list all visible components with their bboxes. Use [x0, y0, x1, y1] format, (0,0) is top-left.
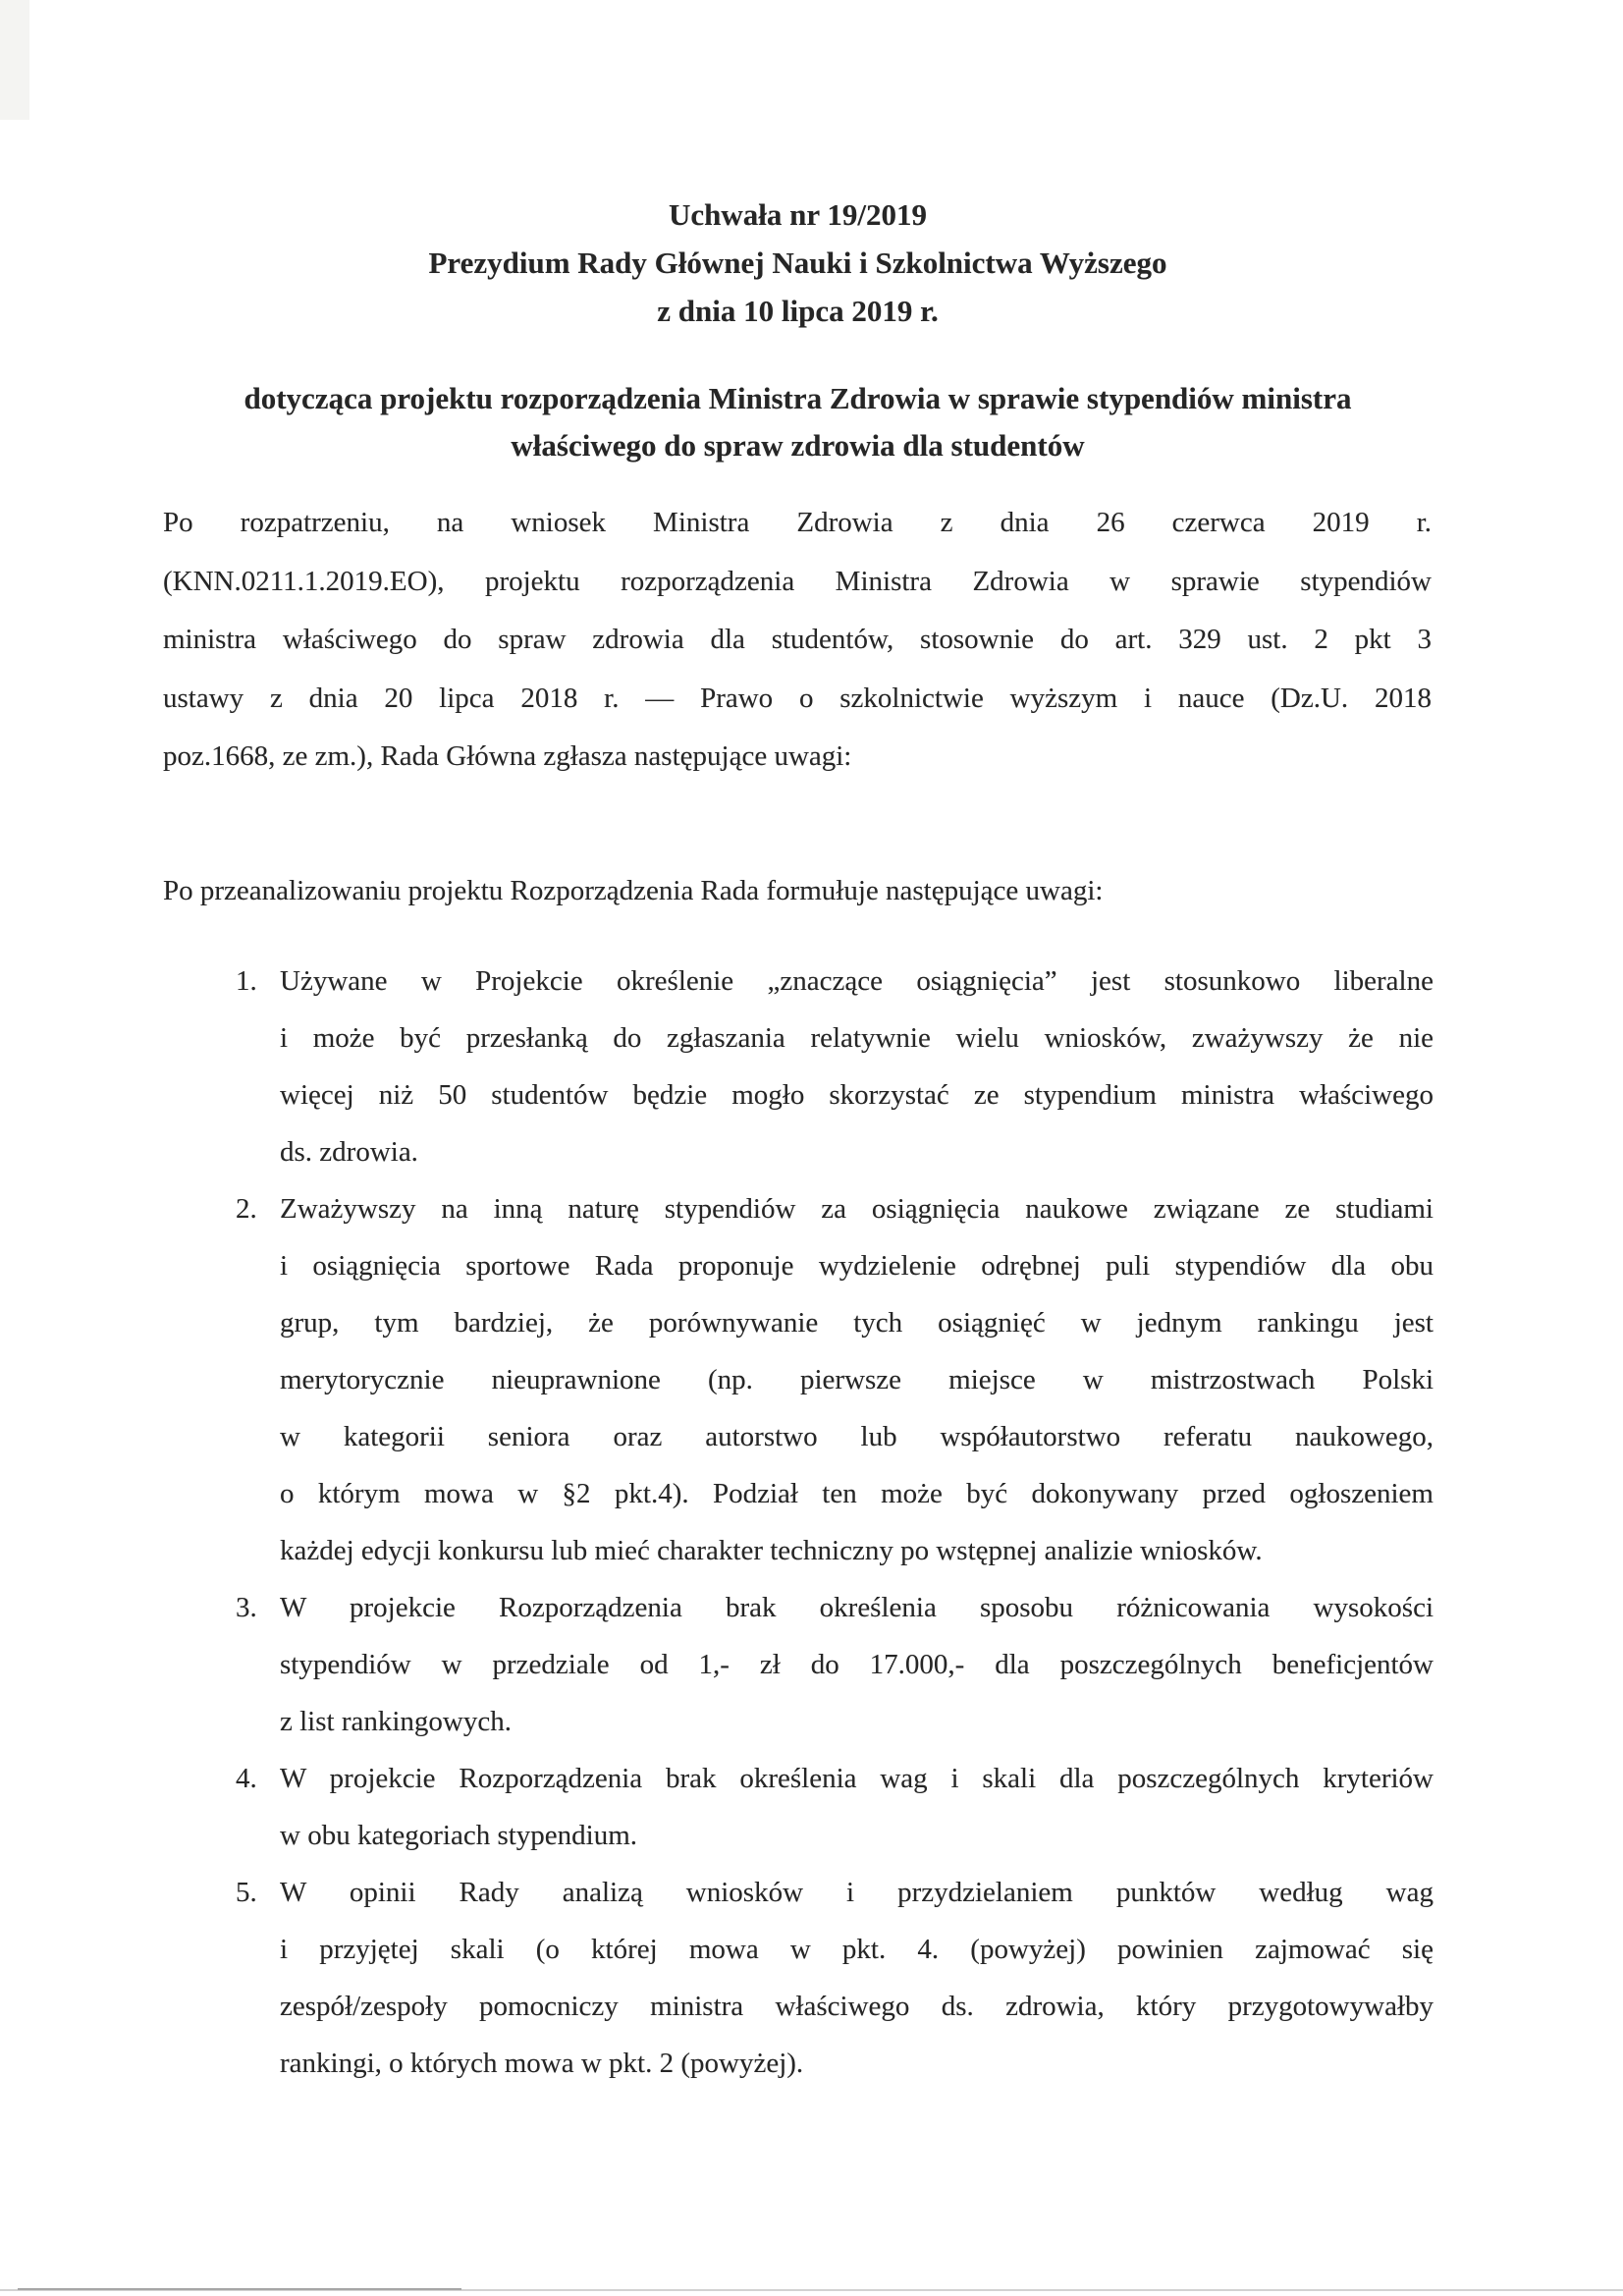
item-line: ds. zdrowia. [280, 1136, 418, 1168]
item-text [280, 1864, 1434, 2092]
item-line: zespół/zespoły pomocniczy ministra właściwego ds. zdrowia, który przygotowywałby [280, 1991, 1434, 2022]
resolution-number: Uchwała nr 19/2019 [669, 197, 927, 232]
intro-line: (KNN.0211.1.2019.EO), projektu rozporządzenia Ministra Zdrowia w sprawie stypendiów [163, 565, 1432, 597]
doc-title-block [162, 191, 1434, 335]
item-line: W projekcie Rozporządzenia brak określenia sposobu różnicowania wysokości [280, 1592, 1434, 1623]
intro-paragraph [163, 494, 1432, 787]
subject-line-1: dotycząca projektu rozporządzenia Ministra Zdrowia w sprawie stypendiów ministra [243, 381, 1352, 415]
scan-artifact-top-left [0, 0, 29, 120]
list-item-4 [163, 1750, 1434, 1864]
resolution-date: z dnia 10 lipca 2019 r. [657, 294, 939, 328]
item-line: w obu kategoriach stypendium. [280, 1820, 638, 1851]
item-line: w kategorii seniora oraz autorstwo lub współautorstwo referatu naukowego, [280, 1421, 1434, 1452]
item-number: 4. [236, 1763, 257, 1794]
intro-line: poz.1668, ze zm.), Rada Główna zgłasza następujące uwagi: [163, 740, 852, 772]
item-line: Zważywszy na inną naturę stypendiów za osiągnięcia naukowe związane ze studiami [280, 1193, 1434, 1225]
item-text [280, 1750, 1434, 1864]
item-text [280, 953, 1434, 1180]
item-number: 5. [236, 1877, 257, 1908]
intro-line: ministra właściwego do spraw zdrowia dla studentów, stosownie do art. 329 ust. 2 pkt 3 [163, 624, 1432, 655]
item-number: 1. [236, 965, 257, 997]
remarks-list [163, 953, 1434, 2092]
item-number: 3. [236, 1592, 257, 1623]
analysis-note: Po przeanalizowaniu projektu Rozporządzenia Rada formułuje następujące uwagi: [163, 875, 1104, 906]
subject-line-2: właściwego do spraw zdrowia dla studentów [511, 428, 1085, 463]
item-line: grup, tym bardziej, że porównywanie tych osiągnięć w jednym rankingu jest [280, 1307, 1434, 1339]
list-item-5 [163, 1864, 1434, 2092]
item-line: o którym mowa w §2 pkt.4). Podział ten może być dokonywany przed ogłoszeniem [280, 1478, 1434, 1509]
item-line: W opinii Rady analizą wniosków i przydzielaniem punktów według wag [280, 1877, 1434, 1908]
doc-subject-block [162, 375, 1434, 469]
item-line: Używane w Projekcie określenie „znaczące osiągnięcia” jest stosunkowo liberalne [280, 965, 1434, 997]
item-line: z list rankingowych. [280, 1706, 512, 1737]
scan-artifact-bottom-edge-dark [18, 2288, 461, 2290]
item-text [280, 1180, 1434, 1579]
item-line: i może być przesłanką do zgłaszania relatywnie wielu wniosków, zważywszy że nie [280, 1022, 1434, 1054]
item-line: rankingi, o których mowa w pkt. 2 (powyżej). [280, 2048, 804, 2079]
item-line: i osiągnięcia sportowe Rada proponuje wydzielenie odrębnej puli stypendiów dla obu [280, 1250, 1434, 1282]
intro-line: ustawy z dnia 20 lipca 2018 r. — Prawo o szkolnictwie wyższym i nauce (Dz.U. 2018 [163, 682, 1432, 714]
intro-line: Po rozpatrzeniu, na wniosek Ministra Zdrowia z dnia 26 czerwca 2019 r. [163, 507, 1432, 538]
issuing-body: Prezydium Rady Głównej Nauki i Szkolnictwa Wyższego [428, 246, 1167, 280]
item-line: W projekcie Rozporządzenia brak określenia wag i skali dla poszczególnych kryteriów [280, 1763, 1434, 1794]
item-line: merytorycznie nieuprawnione (np. pierwsze miejsce w mistrzostwach Polski [280, 1364, 1434, 1395]
item-text [280, 1579, 1434, 1750]
item-line: stypendiów w przedziale od 1,- zł do 17.000,- dla poszczególnych beneficjentów [280, 1649, 1434, 1680]
list-item-2 [163, 1180, 1434, 1579]
list-item-3 [163, 1579, 1434, 1750]
item-line: więcej niż 50 studentów będzie mogło skorzystać ze stypendium ministra właściwego [280, 1079, 1434, 1111]
item-number: 2. [236, 1193, 257, 1225]
item-line: i przyjętej skali (o której mowa w pkt. 4. (powyżej) powinien zajmować się [280, 1934, 1434, 1965]
item-line: każdej edycji konkursu lub mieć charakter techniczny po wstępnej analizie wniosków. [280, 1535, 1263, 1566]
list-item-1 [163, 953, 1434, 1180]
